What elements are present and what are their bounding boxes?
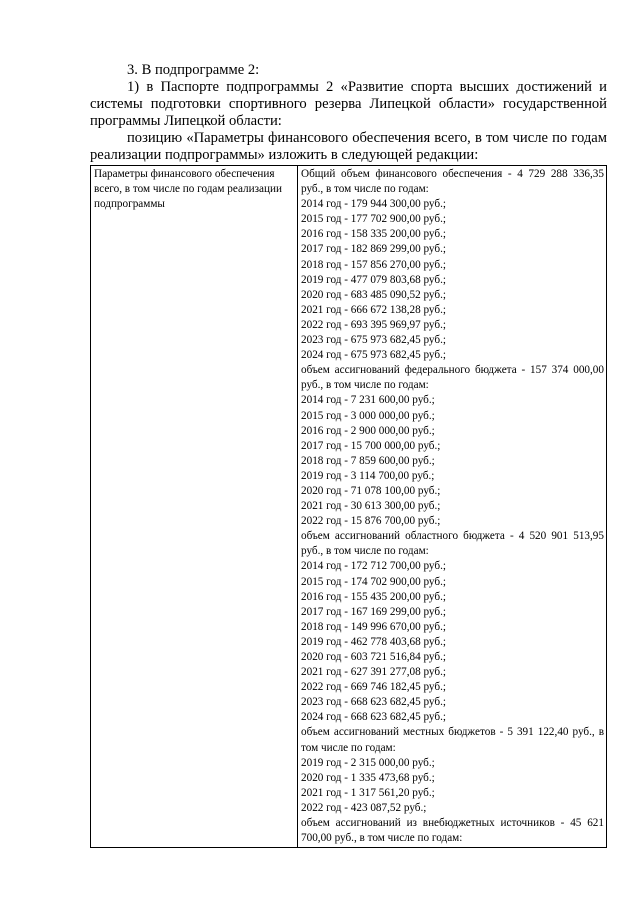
- total-financing-line: Общий объем финансового обеспечения - 4 729 288 336,35 руб., в том числе по годам:: [301, 168, 604, 196]
- list-item: 2016 год - 158 335 200,00 руб.;: [301, 228, 446, 241]
- list-item: 2024 год - 675 973 682,45 руб.;: [301, 349, 446, 362]
- extrabudgetary-line: объем ассигнований из внебюджетных источников - 45 621 700,00 руб., в том числе по годам:: [301, 817, 604, 845]
- local-budget-line: объем ассигнований местных бюджетов - 5 391 122,40 руб., в том числе по годам:: [301, 726, 604, 754]
- list-item: 2018 год - 157 856 270,00 руб.;: [301, 258, 446, 271]
- list-item: 2021 год - 666 672 138,28 руб.;: [301, 303, 446, 316]
- list-item: 2018 год - 149 996 670,00 руб.;: [301, 620, 446, 633]
- list-item: 2014 год - 172 712 700,00 руб.;: [301, 560, 446, 573]
- list-item: 2015 год - 174 702 900,00 руб.;: [301, 575, 446, 588]
- list-item: 2020 год - 71 078 100,00 руб.;: [301, 484, 441, 497]
- list-item: 2014 год - 7 231 600,00 руб.;: [301, 394, 435, 407]
- list-item: 2016 год - 155 435 200,00 руб.;: [301, 590, 446, 603]
- parameter-value-cell: [298, 166, 607, 848]
- list-item: 2019 год - 3 114 700,00 руб.;: [301, 469, 435, 482]
- list-item: 2018 год - 7 859 600,00 руб.;: [301, 454, 435, 467]
- federal-budget-line: объем ассигнований федерального бюджета - 157 374 000,00 руб., в том числе по годам:: [301, 364, 604, 392]
- list-item: 2015 год - 177 702 900,00 руб.;: [301, 213, 446, 226]
- list-item: 2020 год - 603 721 516,84 руб.;: [301, 651, 446, 663]
- parameter-name-cell: Параметры финансового обеспечения всего, в том числе по годам реализации подпрограммы: [91, 166, 298, 848]
- list-item: 2020 год - 1 335 473,68 руб.;: [301, 771, 435, 784]
- list-item: 2021 год - 30 613 300,00 руб.;: [301, 500, 441, 513]
- list-item: 2015 год - 3 000 000,00 руб.;: [301, 409, 435, 422]
- list-item: 2016 год - 2 900 000,00 руб.;: [301, 424, 435, 437]
- list-item: 2019 год - 462 778 403,68 руб.;: [301, 635, 446, 648]
- list-item: 2022 год - 423 087,52 руб.;: [301, 801, 427, 814]
- list-item: 2024 год - 668 623 682,45 руб.;: [301, 711, 446, 724]
- list-item: 2017 год - 182 869 299,00 руб.;: [301, 243, 446, 256]
- regional-budget-line: объем ассигнований областного бюджета - 4 520 901 513,95 руб., в том числе по годам:: [301, 530, 604, 558]
- table-row: [91, 166, 607, 848]
- list-item: 2023 год - 675 973 682,45 руб.;: [301, 334, 446, 347]
- list-item: 2019 год - 2 315 000,00 руб.;: [301, 756, 435, 769]
- list-item: 2017 год - 167 169 299,00 руб.;: [301, 605, 446, 618]
- list-item: 2021 год - 1 317 561,20 руб.;: [301, 786, 435, 799]
- passport-clause: 1) в Паспорте подпрограммы 2 «Развитие спорта высших достижений и системы подготовки спортивного резерва Липецкой области» государственной программы Липецкой области:: [90, 79, 607, 129]
- financing-table: [90, 165, 607, 848]
- list-item: 2020 год - 683 485 090,52 руб.;: [301, 288, 446, 301]
- list-item: 2014 год - 179 944 300,00 руб.;: [301, 198, 446, 211]
- section-heading: 3. В подпрограмме 2:: [127, 62, 260, 78]
- list-item: 2019 год - 477 079 803,68 руб.;: [301, 273, 446, 286]
- list-item: 2022 год - 669 746 182,45 руб.;: [301, 681, 446, 694]
- position-clause: позицию «Параметры финансового обеспечения всего, в том числе по годам реализации подпрограммы» изложить в следующей редакции:: [90, 130, 607, 163]
- list-item: 2023 год - 668 623 682,45 руб.;: [301, 696, 446, 709]
- list-item: 2022 год - 693 395 969,97 руб.;: [301, 318, 446, 331]
- list-item: 2017 год - 15 700 000,00 руб.;: [301, 439, 441, 452]
- list-item: 2021 год - 627 391 277,08 руб.;: [301, 666, 446, 679]
- list-item: 2022 год - 15 876 700,00 руб.;: [301, 515, 441, 528]
